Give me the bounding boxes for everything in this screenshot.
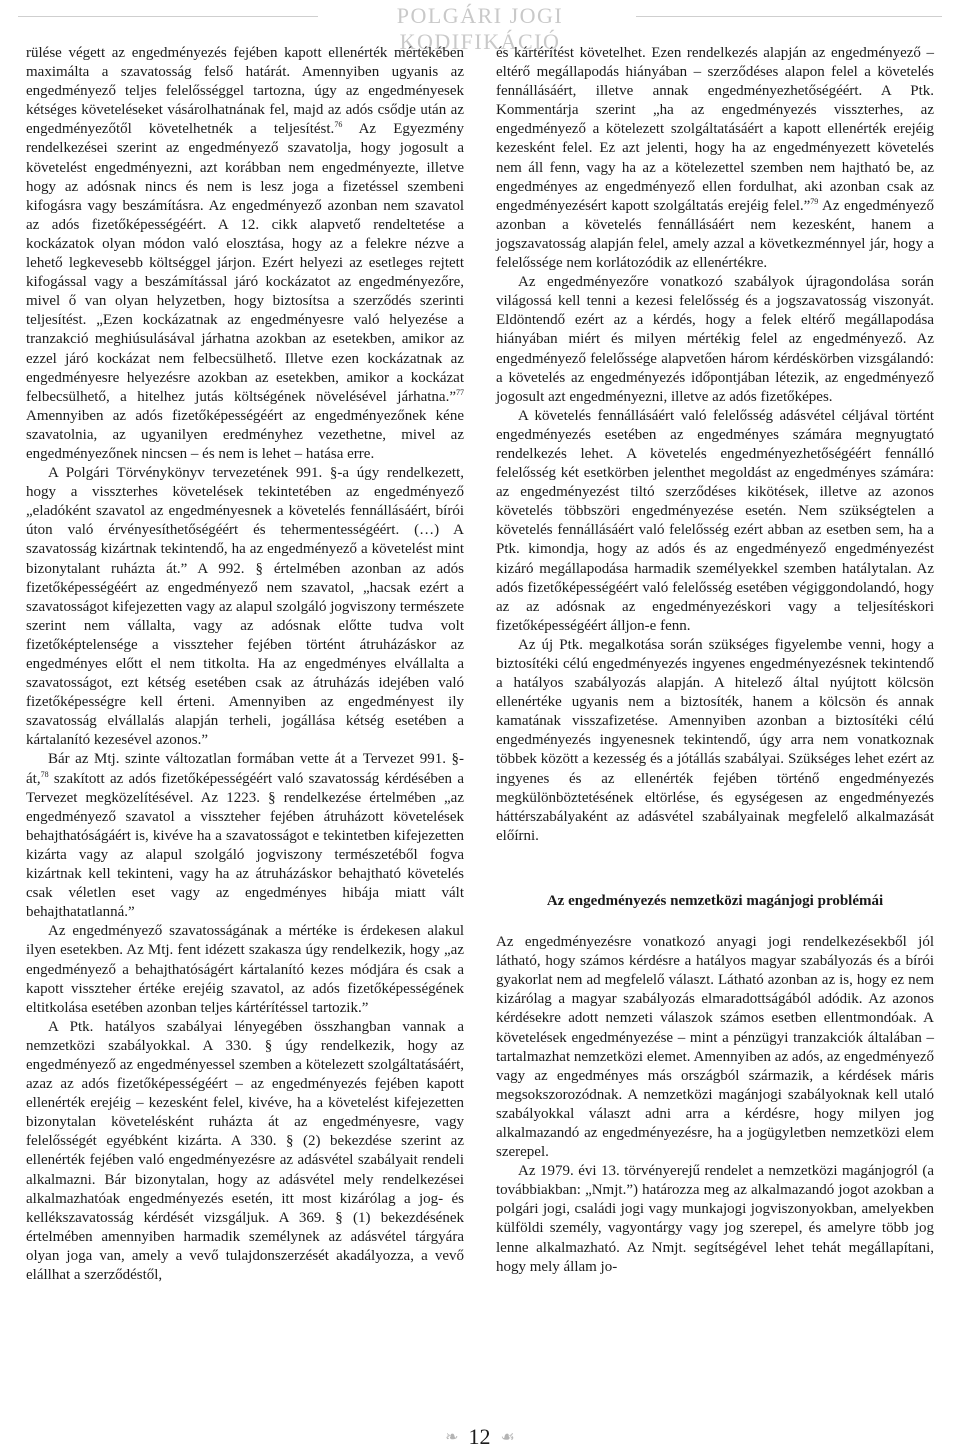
paragraph (26, 922, 464, 1017)
paragraph (26, 1018, 464, 1285)
text-run: Az engedményező azonban a követelés fennállásáért nem kezesként, hanem a jogszavatosság alapján felel, amely azzal a következménnyel jár, hogy a felelőssége nem korlátozódik az ellenértékre. (496, 197, 934, 272)
footnote-ref: 78 (40, 769, 49, 779)
left-column (26, 44, 464, 1285)
text-run: A Ptk. hatályos szabályai lényegében összhangban vannak a nemzetközi szabályokkal. A 330. § úgy rendelkezik, hogy az engedményező az engedményessel szemben a kötelezett szolgáltatásáért, azaz az adós fizetőképességéért – az engedményezés fejében kapott ellenérték erejéig – kezesként felel, kivéve, ha a követelést kifejezetten bizonytalan követelésként ruházta át az engedményesre, vagy felelősségét egyébként kizárta. A 330. § (2) bekezdése szerint az ellenérték fejében való engedményezésre az adásvétel szabályait rendeli alkalmazni. Bár bizonytalan, hogy az adásvétel mely rendelkezései alkalmazhatóak engedményezés esetén, itt most kizárólag a jog- és kellékszavatosság kérdését vizsgáljuk. A 369. § (1) bekezdésének értelmében amennyiben harmadik személynek az adásvétel tárgyára olyan joga van, amely a vevő tulajdonszerzését akadályozza, a vevő elállhat a szerződéstől, (26, 1018, 464, 1283)
paragraph (496, 44, 934, 273)
right-column (496, 44, 934, 1277)
paragraph (496, 407, 934, 636)
running-header (0, 0, 960, 54)
text-run: Az 1979. évi 13. törvényerejű rendelet a nemzetközi magánjogról (a továbbiakban: „Nmjt.”) határozza meg az alkalmazandó jogot azokban a polgári jogi, családi jogi vagy munkajogi jogviszonyokban, amelyekben külföldi személy, vagyontárgy vagy jog szerepel, és amelyre több jog lenne alkalmazható. Az Nmjt. segítségével lehet tehát megállapítani, hogy mely állam jo- (496, 1163, 934, 1275)
ornament-left-icon: ❧ (445, 1429, 459, 1446)
footnote-ref: 79 (810, 196, 819, 206)
text-run: Amennyiben az adós fizetőképességéért az engedményezőnek kéne szavatolnia, az ugyanilyen eredményhez vezethetne, mivel az engedményezőnek nincsen – és nem is lehet – hatása erre. (26, 407, 464, 462)
section-heading: Az engedményezés nemzetközi magánjogi problémái (546, 892, 884, 909)
paragraph (26, 44, 464, 464)
page-number: 12 (468, 1424, 491, 1449)
text-run: A Polgári Törvénykönyv tervezetének 991. §-a úgy rendelkezett, hogy a visszterhes követelések tekintetében az engedményező „eladóként szavatol az engedményesnek a követelés fennállásáért, bírói úton való érvényesíthetőségéért és tehermentességéért. (…) A szavatosság kizártnak tekintendő, ha az engedményező a követelést mint bizonytalant ruházta át.” A 992. § értelmében azonban az adós fizetőképességéért az engedményező nem szavatol, „hacsak ezért a szavatosságot kifejezetten vagy az alapul szolgáló jogviszony természete szerint nem vállalta, vagy az adósnak előtte tudva volt fizetőképtelensége a visszteher fejében történt átruházáskor az engedményes előtt el nem titkolta. Ha az engedményes elvállalta a szavatosságot, ezt kétség esetében csak az átruházás idejében való fizetőképességre kell érteni. Amennyiben az engedményest ily szavatosság elvállalás alapján terheli, jogállása kétség esetében a kártalanító kezesével azonos.” (26, 465, 464, 749)
text-run: szakított az adós fizetőképességéért való szavatosság kérdésében a Tervezet megközelítésével. Az 1223. § rendelkezése értelmében „az engedményező szavatol a visszteher fejében átruházott követelések behajthatóságáért is, kivéve ha a szavatosságot e tekintetben kifejezetten kizárta vagy az alapul szolgáló jogviszony természetéből fogva kizártnak kell tekinteni, vagy ha az átruházáskor behajtható követelés csak véletlen eset vagy az engedményes hibája miatt vált behajthatatlanná.” (26, 770, 464, 921)
text-run: Bár az Mtj. szinte változatlan formában vette át a Tervezet 991. §-át, (26, 751, 464, 787)
text-run: Az engedményezésre vonatkozó anyagi jogi rendelkezésekből jól látható, hogy számos kérdésre a hatályos magyar szabályozás és a bírói gyakorlat nem ad megfelelő választ. Látható azonban az is, hogy ez nem kizárólag a magyar szabályozás elmaradottságából adódik. Az azonos kérdésekre adott nemzeti válaszok számos esetben ellentmondóak. A követelések engedményezése – mint a pénzügyi tranzakciók általában – tartalmazhat nemzetközi elemet. Amennyiben az adós, az engedményező vagy az engedményes más országból származik, a kérdések máris megsokszorozódnak. A nemzetközi magánjogi szabályoknak kell utaló szabályokkal választ adni arra a kérdésre, hogy milyen jog alkalmazandó az engedményezésre, ha a jogügyletben nemzetközi elem szerepel. (496, 934, 934, 1161)
page-footer (0, 1424, 960, 1448)
journal-title: POLGÁRI JOGI KODIFIKÁCIÓ (396, 3, 564, 54)
text-run: A követelés fennállásáért való felelősség adásvétel céljával történt engedményezés esetében az engedményes számára megnyugtató rendelkezés lehet. A követelés engedményezhetőségéért fennálló felelősség két esetkörben jelenthet megoldást az engedményes számára: az engedményezést tiltó szerződéses kikötések, illetve az azonos követelés többszöri engedményezése esetén. Nem szükségtelen a követelés fennállásáért való felelősség ezért abban az esetben sem, ha a Ptk. kimondja, hogy az adós és az engedményező engedményezést kizáró megállapodása harmadik személyekkel szemben hatálytalan. Az adós fizetőképességéért való felelősség esetében végiggondolandó, hogy az az adósnak az engedményezéskori vagy a teljesítéskori fizetőképességéért álljon-e fenn. (496, 407, 934, 634)
paragraph (496, 1162, 934, 1277)
footnote-ref: 77 (456, 387, 464, 397)
text-run: és kártérítést követelhet. Ezen rendelkezés alapján az engedményező – eltérő megállapodás hiányában – szerződéses alapon felel a követelés fennállásáért, illetve annak engedményezhetőségéért. A Ptk. Kommentárja szerint „ha az engedményezés visszterhes, az engedményező a kötelezett szolgáltatásáért a kapott ellenérték erejéig kezesként felel. Ez azt jelenti, hogy ha az engedményezett követelés nem áll fenn, vagy ha az a kötelezettel szemben nem hajtható be, az engedményes az engedményező ellen fordulhat, aki azonban csak az engedményezésért kapott szolgáltatás erejéig felel.” (496, 45, 934, 214)
paragraph (496, 933, 934, 1162)
header-rule-left (18, 16, 318, 17)
text-run: Az engedményezőre vonatkozó szabályok újragondolása során világossá kell tenni a kezesi felelősség és a jogszavatosság viszonyát. Eldöntendő ezért az a kérdés, hogy a felek eltérő megállapodása hiányában miért és milyen mértékig felel az engedményező. Az engedményező felelőssége alapvetően három kérdéskörben vizsgálandó: a követelés az engedményezés időpontjában létezik, az engedményező jogosult azt engedményezni, illetve az adós fizetőképes. (496, 274, 934, 405)
ornament-right-icon: ☙ (500, 1429, 515, 1446)
header-rule-right (636, 16, 942, 17)
text-run: Az Egyezmény rendelkezései szerint az engedményező szavatolja, hogy jogosult a követelést engedményezni, azt korábban nem engedményezte, illetve hogy az adósnak nincs és nem is lesz joga a fizetéssel szembeni kifogásra vagy beszámításra. Az engedményező azonban nem szavatol az adós fizetőképességéért. A 12. cikk alapvető rendeltetése a kockázatok olyan módon való elosztása, hogy az a felekre nézve a lehető legkevesebb költséggel járjon. Ezért helyezi az esetleges rejtett kifogással vagy a beszámítással járó kockázatot az engedményezőre, mivel ő van olyan helyzetben, hogy biztosítsa a szerződés szerinti teljesítést. „Ezen kockázatnak az engedményesre való helyezése a tranzakció meghiúsulásával járhatna azokban az esetekben, amikor az ezzel járó kockázat nem felbecsülhető. Illetve ezen kockázatnak az engedményesre helyezésre azokban az esetekben, amikor a kockázat felbecsülhető, a hitelhez jutás költségének növelésével járhatna.” (26, 121, 464, 405)
paragraph (496, 273, 934, 407)
text-run: rülése végett az engedményezés fejében kapott ellenérték mértékében maximálta a szavatosság felső határát. Amennyiben ugyanis az engedményező teljes felelősséggel tartozna, úgy az engedményesek kétséges követeléseket vásárolhatnának fel, majd az adós csődje után az engedményezőtől követelhetnék a teljesítést. (26, 45, 464, 138)
paragraph (26, 464, 464, 750)
paragraph (496, 636, 934, 846)
text-run: Az engedményező szavatosságának a mértéke is érdekesen alakul ilyen esetekben. Az Mtj. fent idézett szakasza úgy rendelkezik, hogy „az engedményező a behajthatóságért kártalanító kezes módjára és csak a kapott visszteher értéke erejéig szavatol, az adós fizetőképességének eltitkolása esetében azonban teljes kártérítéssel tartozik.” (26, 923, 464, 1016)
text-run: Az új Ptk. megalkotása során szükséges figyelembe venni, hogy a biztosítéki célú engedményezés ingyenes engedményezésnek tekintendő a hatályos szabályozás alapján. A hitelező által nyújtott kölcsön ellenértéke ugyanis nem a biztosíték, hanem a kölcsön és annak kamatának visszafizetése. Amennyiben azonban a biztosítéki célú engedményezés ingyenesnek tekintendő, úgy arra nem vonatkoznak többek között a kezesség és a jótállás szabályai. Szükséges lehet ezért az ingyenes és az ellenérték fejében történő engedményezés megkülönböztetésének eltörlése, és egységesen az engedményezés háttérszabályaként az adásvétel szabályainak megfelelő alkalmazását előírni. (496, 636, 934, 844)
paragraph (26, 750, 464, 922)
footnote-ref: 76 (334, 120, 343, 130)
